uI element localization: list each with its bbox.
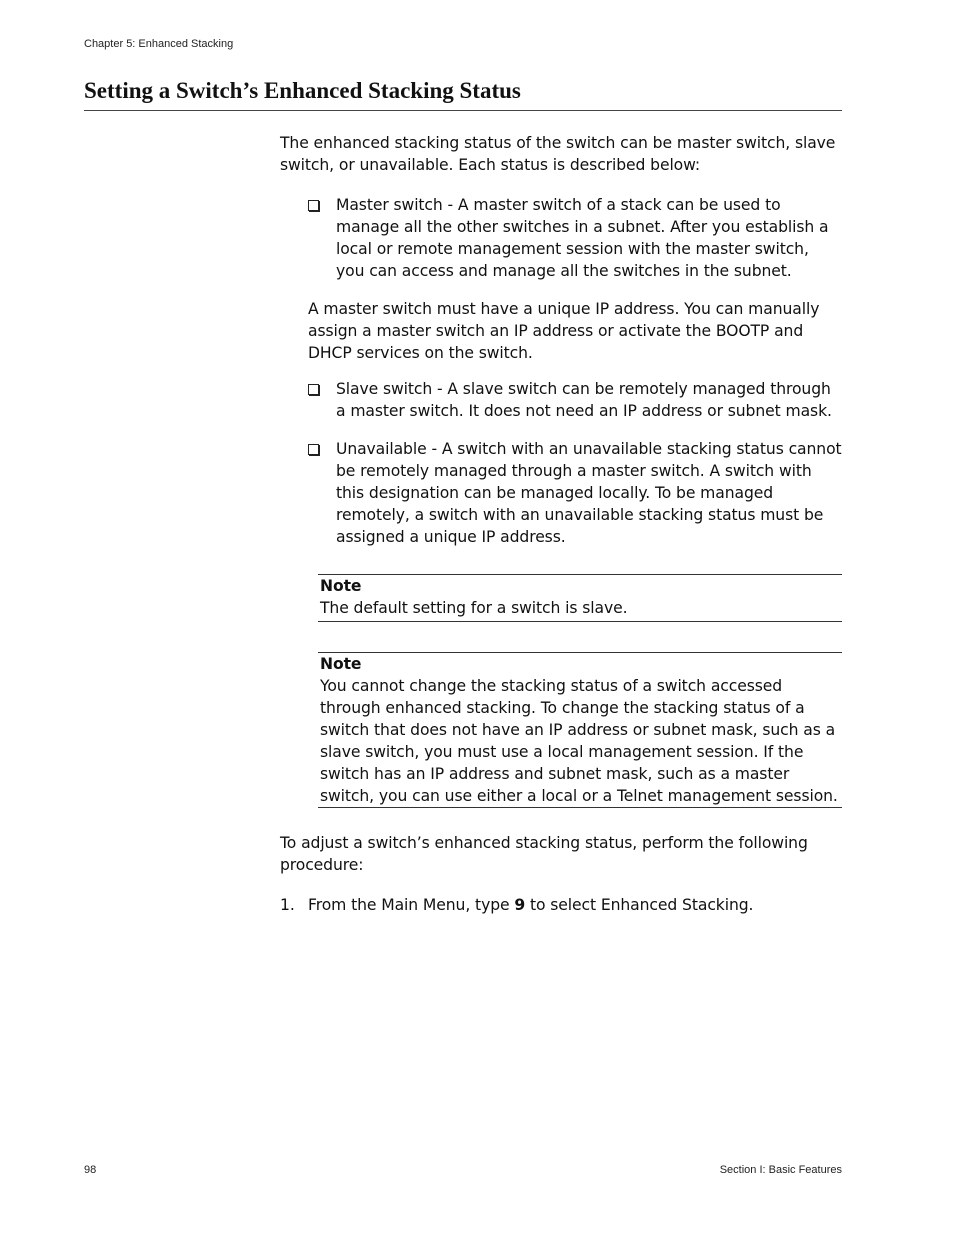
page-title: Setting a Switch’s Enhanced Stacking Status [84, 78, 521, 103]
page-body [280, 132, 842, 916]
note-label: Note [320, 655, 362, 673]
note-label: Note [320, 577, 362, 595]
bullet-unavailable [280, 438, 842, 548]
bullet-text: Slave switch - A slave switch can be remotely managed through a master switch. It does not need an IP address or subnet mask. [336, 380, 832, 420]
master-switch-paragraph: A master switch must have a unique IP address. You can manually assign a master switch an IP address or activate the BOOTP and DHCP services on the switch. [308, 300, 820, 362]
step-text-bold: 9 [514, 896, 526, 914]
note-default-setting [318, 574, 842, 622]
procedure-step [280, 894, 842, 916]
checkbox-bullet-icon [308, 444, 319, 455]
page-header: Chapter 5: Enhanced Stacking [84, 38, 234, 50]
checkbox-bullet-icon [308, 200, 319, 211]
procedure-intro: To adjust a switch’s enhanced stacking status, perform the following procedure: [280, 834, 808, 874]
step-text-before: From the Main Menu, type [308, 896, 515, 914]
bullet-master-switch [280, 194, 842, 282]
step-number: 1. [280, 896, 295, 914]
checkbox-bullet-icon [308, 384, 319, 395]
intro-paragraph: The enhanced stacking status of the switch can be master switch, slave switch, or unavailable. Each status is described below: [280, 134, 836, 174]
note-text: The default setting for a switch is slave. [320, 599, 628, 617]
page-number: 98 [84, 1164, 97, 1176]
step-text-after: to select Enhanced Stacking. [525, 896, 754, 914]
bullet-slave-switch [280, 378, 842, 422]
title-rule [84, 110, 842, 111]
note-text: You cannot change the stacking status of a switch accessed through enhanced stacking. To change the stacking status of a switch that does not have an IP address or subnet mask, such as a slave switch, you must use a local management session. If the switch has an IP address and subnet mask, such as a master switch, you can use either a local or a Telnet management session. [320, 677, 838, 805]
bullet-text: Unavailable - A switch with an unavailable stacking status cannot be remotely managed through a master switch. A switch with this designation can be managed locally. To be managed remotely, a switch with an unavailable stacking status must be assigned a unique IP address. [336, 440, 842, 546]
section-label: Section I: Basic Features [719, 1164, 842, 1176]
bullet-text: Master switch - A master switch of a stack can be used to manage all the other switches in a subnet. After you establish a local or remote management session with the master switch, you can access and manage all the switches in the subnet. [336, 196, 829, 280]
note-stacking-status [318, 652, 842, 808]
